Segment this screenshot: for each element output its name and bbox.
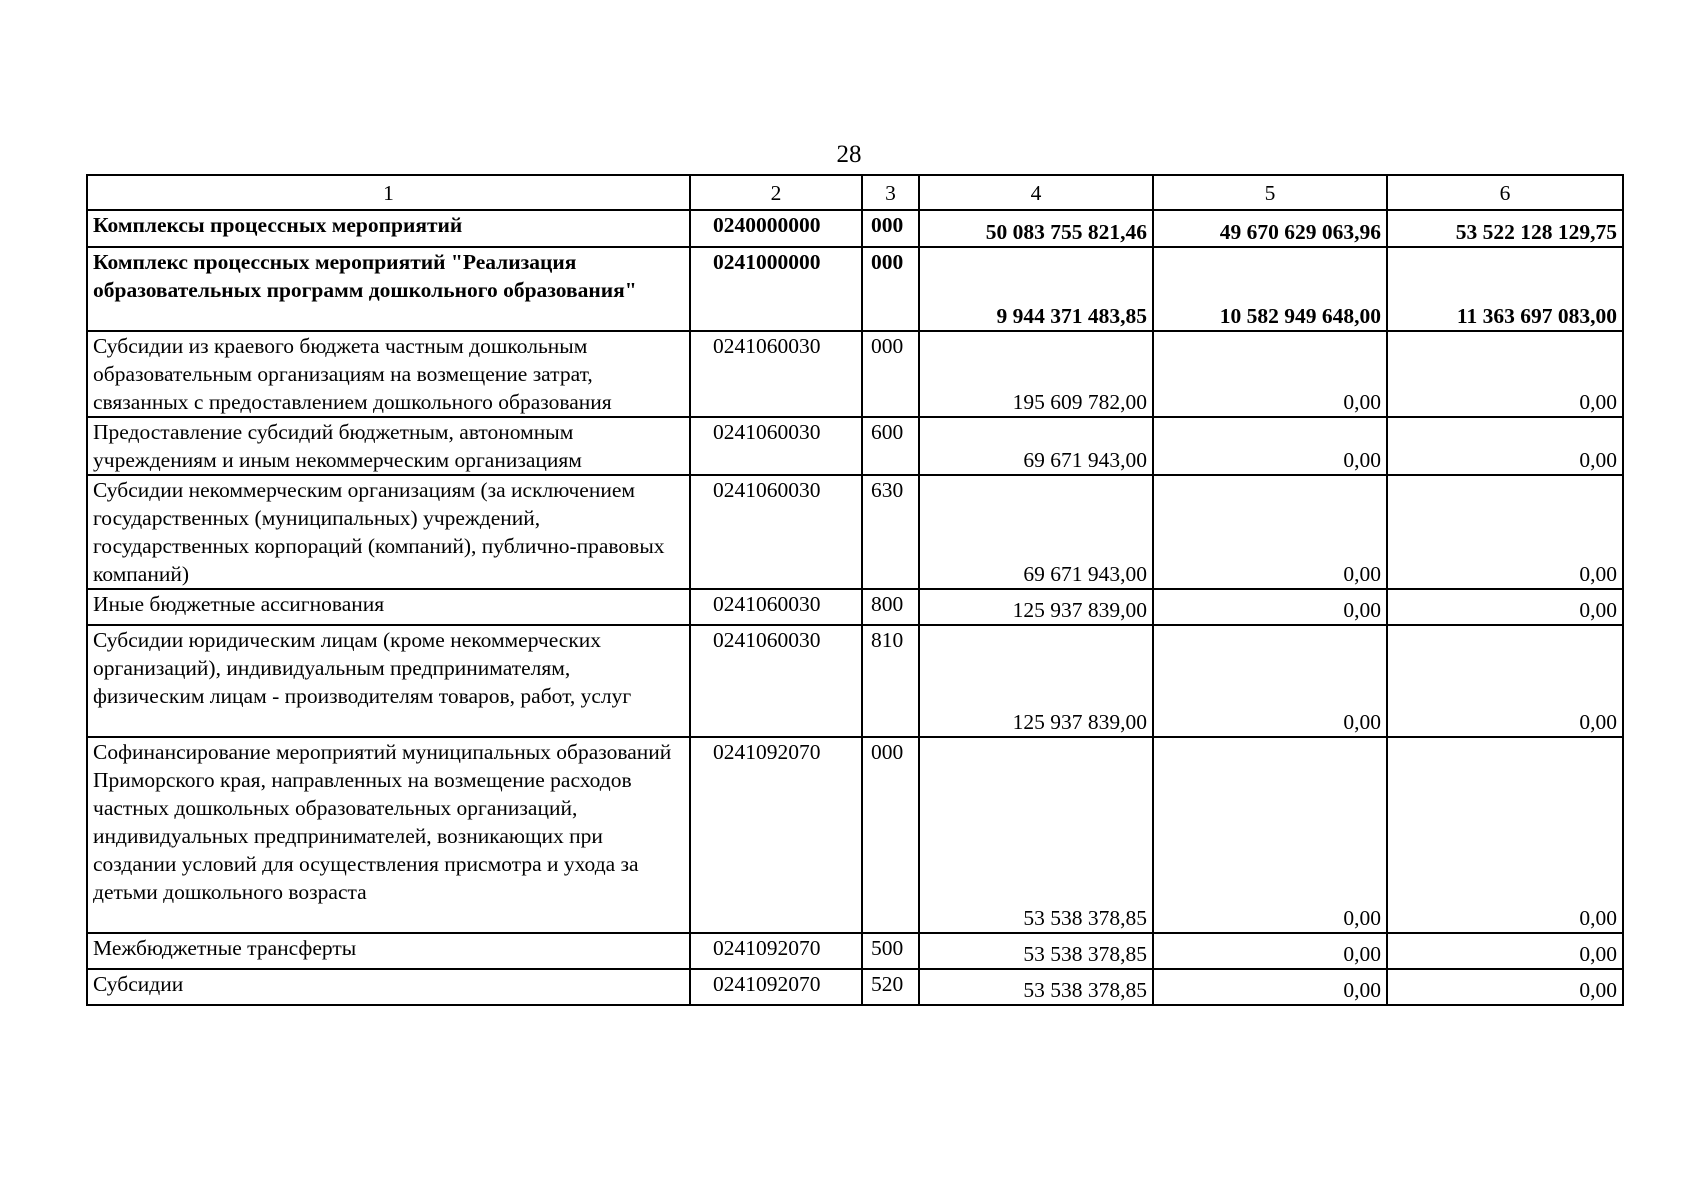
row-name-cell: Межбюджетные трансферты — [87, 933, 690, 969]
row-code-cell: 0241060030 — [690, 417, 862, 475]
row-vr-cell: 500 — [862, 933, 919, 969]
table-row — [87, 331, 1623, 417]
row-name-cell: Иные бюджетные ассигнования — [87, 589, 690, 625]
row-value-col5: 0,00 — [1153, 625, 1387, 737]
row-value-col4: 195 609 782,00 — [919, 331, 1153, 417]
row-code-cell: 0241060030 — [690, 475, 862, 589]
row-vr-cell: 000 — [862, 210, 919, 247]
row-value-col5: 0,00 — [1153, 933, 1387, 969]
row-value-col5: 0,00 — [1153, 969, 1387, 1005]
column-header: 2 — [690, 175, 862, 210]
row-value-col6: 0,00 — [1387, 969, 1623, 1005]
row-vr-cell: 000 — [862, 247, 919, 331]
row-value-col4: 53 538 378,85 — [919, 969, 1153, 1005]
row-value-col5: 10 582 949 648,00 — [1153, 247, 1387, 331]
row-value-col6: 11 363 697 083,00 — [1387, 247, 1623, 331]
budget-table — [86, 174, 1624, 1006]
row-value-col6: 0,00 — [1387, 625, 1623, 737]
table-row — [87, 475, 1623, 589]
row-name-cell: Субсидии из краевого бюджета частным дошкольным образовательным организациям на возмещение затрат, связанных с предоставлением дошкольного образования — [87, 331, 690, 417]
row-vr-cell: 600 — [862, 417, 919, 475]
row-value-col4: 53 538 378,85 — [919, 933, 1153, 969]
column-header: 4 — [919, 175, 1153, 210]
table-row — [87, 933, 1623, 969]
row-vr-cell: 810 — [862, 625, 919, 737]
row-name-cell: Комплекс процессных мероприятий "Реализация образовательных программ дошкольного образования" — [87, 247, 690, 331]
row-code-cell: 0241092070 — [690, 933, 862, 969]
column-header: 5 — [1153, 175, 1387, 210]
table-row — [87, 247, 1623, 331]
row-vr-cell: 000 — [862, 737, 919, 933]
row-value-col6: 0,00 — [1387, 417, 1623, 475]
column-header: 3 — [862, 175, 919, 210]
row-value-col6: 53 522 128 129,75 — [1387, 210, 1623, 247]
row-value-col5: 0,00 — [1153, 589, 1387, 625]
row-vr-cell: 800 — [862, 589, 919, 625]
row-value-col6: 0,00 — [1387, 475, 1623, 589]
row-name-cell: Субсидии — [87, 969, 690, 1005]
row-value-col6: 0,00 — [1387, 737, 1623, 933]
table-row — [87, 737, 1623, 933]
row-name-cell: Софинансирование мероприятий муниципальных образований Приморского края, направленных на возмещение расходов частных дошкольных образовательных организаций, индивидуальных предпринимателей, возникающих при создании условий для осуществления присмотра и ухода за детьми дошкольного возраста — [87, 737, 690, 933]
row-name-cell: Субсидии некоммерческим организациям (за исключением государственных (муниципальных) учреждений, государственных корпораций (компаний), публично-правовых компаний) — [87, 475, 690, 589]
row-code-cell: 0241060030 — [690, 331, 862, 417]
page-number: 28 — [836, 141, 862, 168]
row-value-col5: 0,00 — [1153, 475, 1387, 589]
row-vr-cell: 520 — [862, 969, 919, 1005]
row-value-col4: 50 083 755 821,46 — [919, 210, 1153, 247]
row-name-cell: Комплексы процессных мероприятий — [87, 210, 690, 247]
row-code-cell: 0241060030 — [690, 589, 862, 625]
row-value-col4: 125 937 839,00 — [919, 625, 1153, 737]
row-name-cell: Субсидии юридическим лицам (кроме некоммерческих организаций), индивидуальным предпринимателям, физическим лицам - производителям товаров, работ, услуг — [87, 625, 690, 737]
table-row — [87, 589, 1623, 625]
row-name-cell: Предоставление субсидий бюджетным, автономным учреждениям и иным некоммерческим организациям — [87, 417, 690, 475]
row-value-col4: 125 937 839,00 — [919, 589, 1153, 625]
table-row — [87, 417, 1623, 475]
table-row — [87, 210, 1623, 247]
row-vr-cell: 630 — [862, 475, 919, 589]
table-row — [87, 625, 1623, 737]
row-value-col4: 53 538 378,85 — [919, 737, 1153, 933]
row-vr-cell: 000 — [862, 331, 919, 417]
row-code-cell: 0241092070 — [690, 737, 862, 933]
row-value-col6: 0,00 — [1387, 331, 1623, 417]
column-header: 1 — [87, 175, 690, 210]
row-value-col5: 0,00 — [1153, 331, 1387, 417]
table-row — [87, 969, 1623, 1005]
table-header-row — [87, 175, 1623, 210]
row-value-col4: 69 671 943,00 — [919, 417, 1153, 475]
row-value-col4: 9 944 371 483,85 — [919, 247, 1153, 331]
column-header: 6 — [1387, 175, 1623, 210]
row-value-col5: 0,00 — [1153, 417, 1387, 475]
row-value-col6: 0,00 — [1387, 933, 1623, 969]
row-code-cell: 0241060030 — [690, 625, 862, 737]
row-code-cell: 0241092070 — [690, 969, 862, 1005]
row-value-col6: 0,00 — [1387, 589, 1623, 625]
row-value-col5: 0,00 — [1153, 737, 1387, 933]
row-code-cell: 0240000000 — [690, 210, 862, 247]
row-value-col5: 49 670 629 063,96 — [1153, 210, 1387, 247]
row-code-cell: 0241000000 — [690, 247, 862, 331]
row-value-col4: 69 671 943,00 — [919, 475, 1153, 589]
